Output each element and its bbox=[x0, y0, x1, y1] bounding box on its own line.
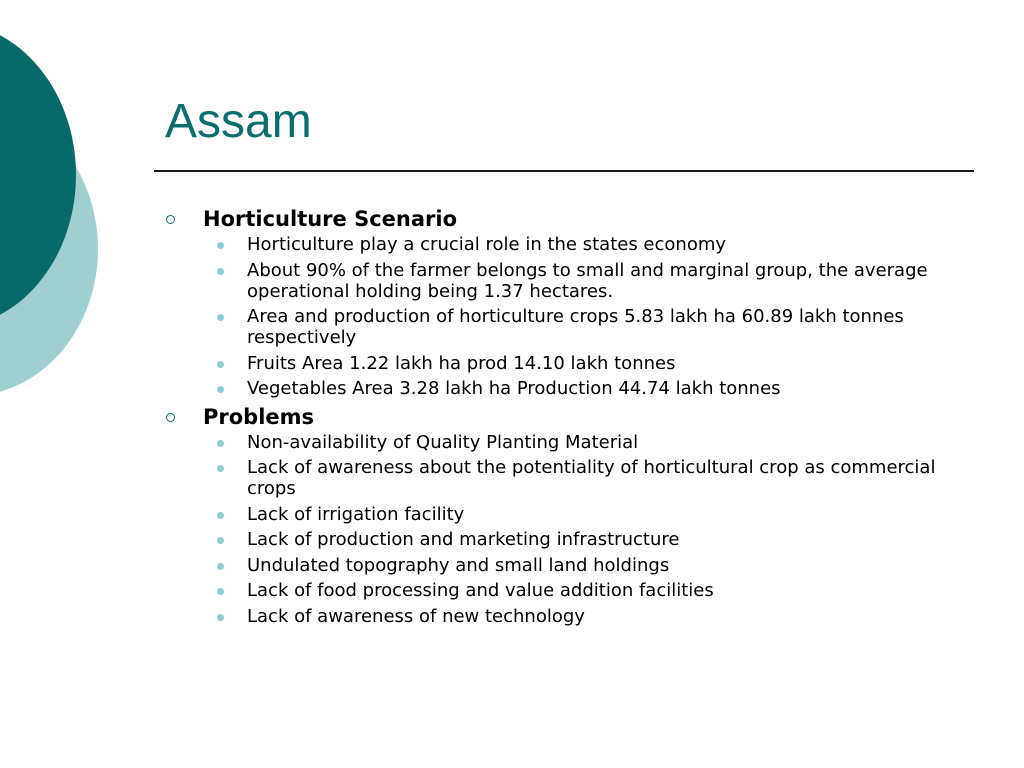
list-item: About 90% of the farmer belongs to small and marginal group, the average operational holding being 1.37 hectares. bbox=[164, 260, 967, 302]
dot-bullet-icon bbox=[217, 361, 224, 368]
hollow-circle-bullet-icon bbox=[166, 215, 175, 224]
list-item: Lack of awareness of new technology bbox=[164, 606, 967, 627]
list-item: Area and production of horticulture crops 5.83 lakh ha 60.89 lakh tonnes respectively bbox=[164, 306, 967, 348]
list-item: Lack of production and marketing infrastructure bbox=[164, 529, 967, 550]
title-divider bbox=[154, 170, 974, 172]
hollow-circle-bullet-icon bbox=[166, 413, 175, 422]
list-item: Vegetables Area 3.28 lakh ha Production 44.74 lakh tonnes bbox=[164, 378, 967, 399]
section-horticulture-scenario bbox=[164, 206, 974, 399]
section-heading-text: Horticulture Scenario bbox=[203, 207, 458, 231]
slide-content bbox=[164, 206, 974, 631]
dot-bullet-icon bbox=[217, 512, 224, 519]
dot-bullet-icon bbox=[217, 563, 224, 570]
list-item: Fruits Area 1.22 lakh ha prod 14.10 lakh tonnes bbox=[164, 353, 967, 374]
section-problems bbox=[164, 404, 974, 627]
list-item: Lack of awareness about the potentiality of horticultural crop as commercial crops bbox=[164, 457, 967, 499]
section-heading bbox=[164, 404, 974, 430]
dot-bullet-icon bbox=[217, 588, 224, 595]
list-item: Lack of irrigation facility bbox=[164, 504, 967, 525]
slide-title: Assam bbox=[165, 95, 312, 148]
dot-bullet-icon bbox=[217, 268, 224, 275]
bullet-list bbox=[164, 432, 974, 627]
dot-bullet-icon bbox=[217, 537, 224, 544]
dot-bullet-icon bbox=[217, 314, 224, 321]
dot-bullet-icon bbox=[217, 386, 224, 393]
dot-bullet-icon bbox=[217, 614, 224, 621]
list-item: Undulated topography and small land holdings bbox=[164, 555, 967, 576]
dot-bullet-icon bbox=[217, 242, 224, 249]
section-heading bbox=[164, 206, 974, 232]
dot-bullet-icon bbox=[217, 440, 224, 447]
bullet-list bbox=[164, 234, 974, 399]
list-item: Lack of food processing and value addition facilities bbox=[164, 580, 967, 601]
dot-bullet-icon bbox=[217, 465, 224, 472]
section-heading-text: Problems bbox=[203, 404, 315, 429]
list-item: Non-availability of Quality Planting Material bbox=[164, 432, 967, 453]
list-item: Horticulture play a crucial role in the states economy bbox=[164, 234, 967, 255]
